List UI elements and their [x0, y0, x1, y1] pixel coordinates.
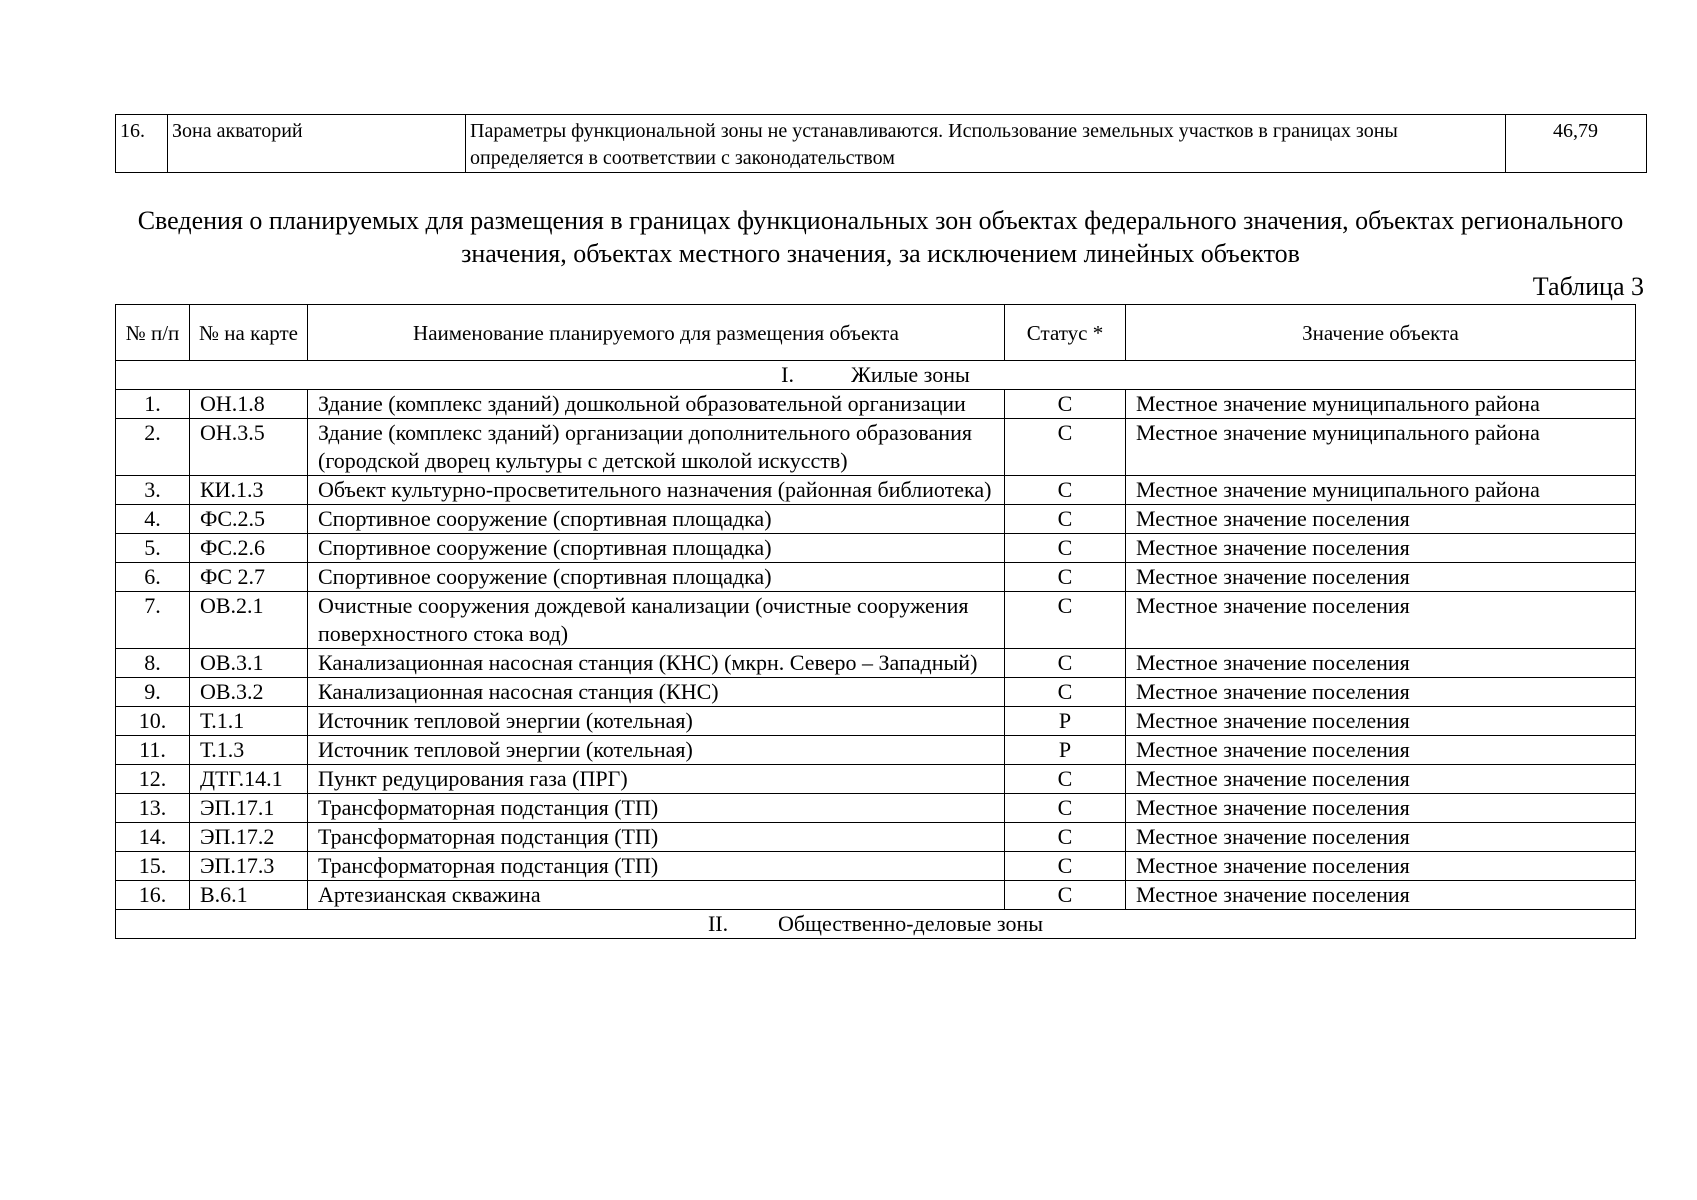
row-number: 15. [116, 852, 190, 881]
table-row [116, 649, 1636, 678]
table-row [116, 823, 1636, 852]
map-code: Т.1.1 [190, 707, 308, 736]
map-code: ОВ.3.1 [190, 649, 308, 678]
object-status: С [1005, 505, 1126, 534]
zones-table-continuation [115, 114, 1647, 173]
object-significance: Местное значение муниципального района [1126, 390, 1636, 419]
row-number: 13. [116, 794, 190, 823]
row-number: 11. [116, 736, 190, 765]
object-significance: Местное значение поселения [1126, 592, 1636, 649]
zone-area: 46,79 [1506, 115, 1647, 173]
header-status: Статус * [1005, 305, 1126, 361]
object-name: Спортивное сооружение (спортивная площадка) [308, 563, 1005, 592]
table-label: Таблица 3 [1532, 272, 1644, 301]
object-significance: Местное значение поселения [1126, 823, 1636, 852]
table-row [116, 678, 1636, 707]
section-title: Жилые зоны [851, 362, 970, 387]
object-significance: Местное значение поселения [1126, 534, 1636, 563]
object-significance: Местное значение поселения [1126, 736, 1636, 765]
object-significance: Местное значение поселения [1126, 563, 1636, 592]
object-name: Источник тепловой энергии (котельная) [308, 736, 1005, 765]
object-name: Объект культурно-просветительного назначения (районная библиотека) [308, 476, 1005, 505]
object-status: С [1005, 592, 1126, 649]
map-code: ДТГ.14.1 [190, 765, 308, 794]
row-number: 1. [116, 390, 190, 419]
object-significance: Местное значение поселения [1126, 649, 1636, 678]
object-status: С [1005, 534, 1126, 563]
section-number: I. [781, 362, 794, 387]
section-row-public-business [116, 910, 1636, 939]
table-row [116, 115, 1647, 173]
map-code: ЭП.17.1 [190, 794, 308, 823]
row-number: 5. [116, 534, 190, 563]
table-row [116, 563, 1636, 592]
object-name: Очистные сооружения дождевой канализации (очистные сооружения поверхностного стока вод) [308, 592, 1005, 649]
object-significance: Местное значение поселения [1126, 765, 1636, 794]
row-number: 14. [116, 823, 190, 852]
object-significance: Местное значение муниципального района [1126, 476, 1636, 505]
map-code: ЭП.17.2 [190, 823, 308, 852]
object-status: С [1005, 765, 1126, 794]
table-row [116, 765, 1636, 794]
object-name: Артезианская скважина [308, 881, 1005, 910]
object-significance: Местное значение поселения [1126, 794, 1636, 823]
object-status: С [1005, 649, 1126, 678]
object-name: Здание (комплекс зданий) организации дополнительного образования (городской дворец культуры с детской школой искусств) [308, 419, 1005, 476]
table-row [116, 505, 1636, 534]
header-num: № п/п [116, 305, 190, 361]
object-significance: Местное значение поселения [1126, 678, 1636, 707]
object-name: Трансформаторная подстанция (ТП) [308, 852, 1005, 881]
row-number: 9. [116, 678, 190, 707]
table-row [116, 390, 1636, 419]
table-row [116, 736, 1636, 765]
row-number: 12. [116, 765, 190, 794]
row-number: 7. [116, 592, 190, 649]
table-row [116, 794, 1636, 823]
table-row [116, 881, 1636, 910]
row-number: 6. [116, 563, 190, 592]
object-status: С [1005, 823, 1126, 852]
row-number: 16. [116, 881, 190, 910]
section-number: II. [707, 911, 729, 936]
section-heading: Сведения о планируемых для размещения в границах функциональных зон объектах федерального значения, объектах регионального значения, объектах местного значения, за исключением линейных объектов [137, 206, 1624, 268]
table-row [116, 592, 1636, 649]
map-code: ФС 2.7 [190, 563, 308, 592]
row-number: 8. [116, 649, 190, 678]
object-status: С [1005, 476, 1126, 505]
table-header-row [116, 305, 1636, 361]
planned-objects-table [115, 304, 1636, 939]
map-code: ОВ.2.1 [190, 592, 308, 649]
table-row [116, 476, 1636, 505]
object-name: Здание (комплекс зданий) дошкольной образовательной организации [308, 390, 1005, 419]
map-code: ЭП.17.3 [190, 852, 308, 881]
object-significance: Местное значение поселения [1126, 707, 1636, 736]
table-row [116, 852, 1636, 881]
object-status: С [1005, 390, 1126, 419]
object-status: Р [1005, 736, 1126, 765]
zone-name: Зона акваторий [168, 115, 466, 173]
object-name: Канализационная насосная станция (КНС) (мкрн. Северо – Западный) [308, 649, 1005, 678]
object-name: Пункт редуцирования газа (ПРГ) [308, 765, 1005, 794]
object-significance: Местное значение муниципального района [1126, 419, 1636, 476]
row-number: 10. [116, 707, 190, 736]
object-status: С [1005, 881, 1126, 910]
zone-parameters: Параметры функциональной зоны не устанавливаются. Использование земельных участков в границах зоны определяется в соответствии с законодательством [466, 115, 1506, 173]
object-status: С [1005, 419, 1126, 476]
header-map-num: № на карте [190, 305, 308, 361]
object-status: С [1005, 678, 1126, 707]
object-name: Спортивное сооружение (спортивная площадка) [308, 534, 1005, 563]
map-code: ОВ.3.2 [190, 678, 308, 707]
object-status: С [1005, 563, 1126, 592]
object-name: Трансформаторная подстанция (ТП) [308, 794, 1005, 823]
section-row-residential [116, 361, 1636, 390]
table-row [116, 419, 1636, 476]
object-status: С [1005, 852, 1126, 881]
object-significance: Местное значение поселения [1126, 505, 1636, 534]
object-name: Канализационная насосная станция (КНС) [308, 678, 1005, 707]
header-significance: Значение объекта [1126, 305, 1636, 361]
table-row [116, 534, 1636, 563]
header-object-name: Наименование планируемого для размещения объекта [308, 305, 1005, 361]
map-code: ФС.2.6 [190, 534, 308, 563]
table-row [116, 707, 1636, 736]
object-name: Спортивное сооружение (спортивная площадка) [308, 505, 1005, 534]
row-number: 2. [116, 419, 190, 476]
map-code: В.6.1 [190, 881, 308, 910]
map-code: КИ.1.3 [190, 476, 308, 505]
map-code: ФС.2.5 [190, 505, 308, 534]
row-number: 4. [116, 505, 190, 534]
map-code: ОН.1.8 [190, 390, 308, 419]
row-number: 16. [116, 115, 168, 173]
map-code: ОН.3.5 [190, 419, 308, 476]
object-significance: Местное значение поселения [1126, 852, 1636, 881]
row-number: 3. [116, 476, 190, 505]
map-code: Т.1.3 [190, 736, 308, 765]
section-title: Общественно-деловые зоны [777, 911, 1044, 936]
object-name: Трансформаторная подстанция (ТП) [308, 823, 1005, 852]
object-name: Источник тепловой энергии (котельная) [308, 707, 1005, 736]
object-significance: Местное значение поселения [1126, 881, 1636, 910]
object-status: Р [1005, 707, 1126, 736]
object-status: С [1005, 794, 1126, 823]
